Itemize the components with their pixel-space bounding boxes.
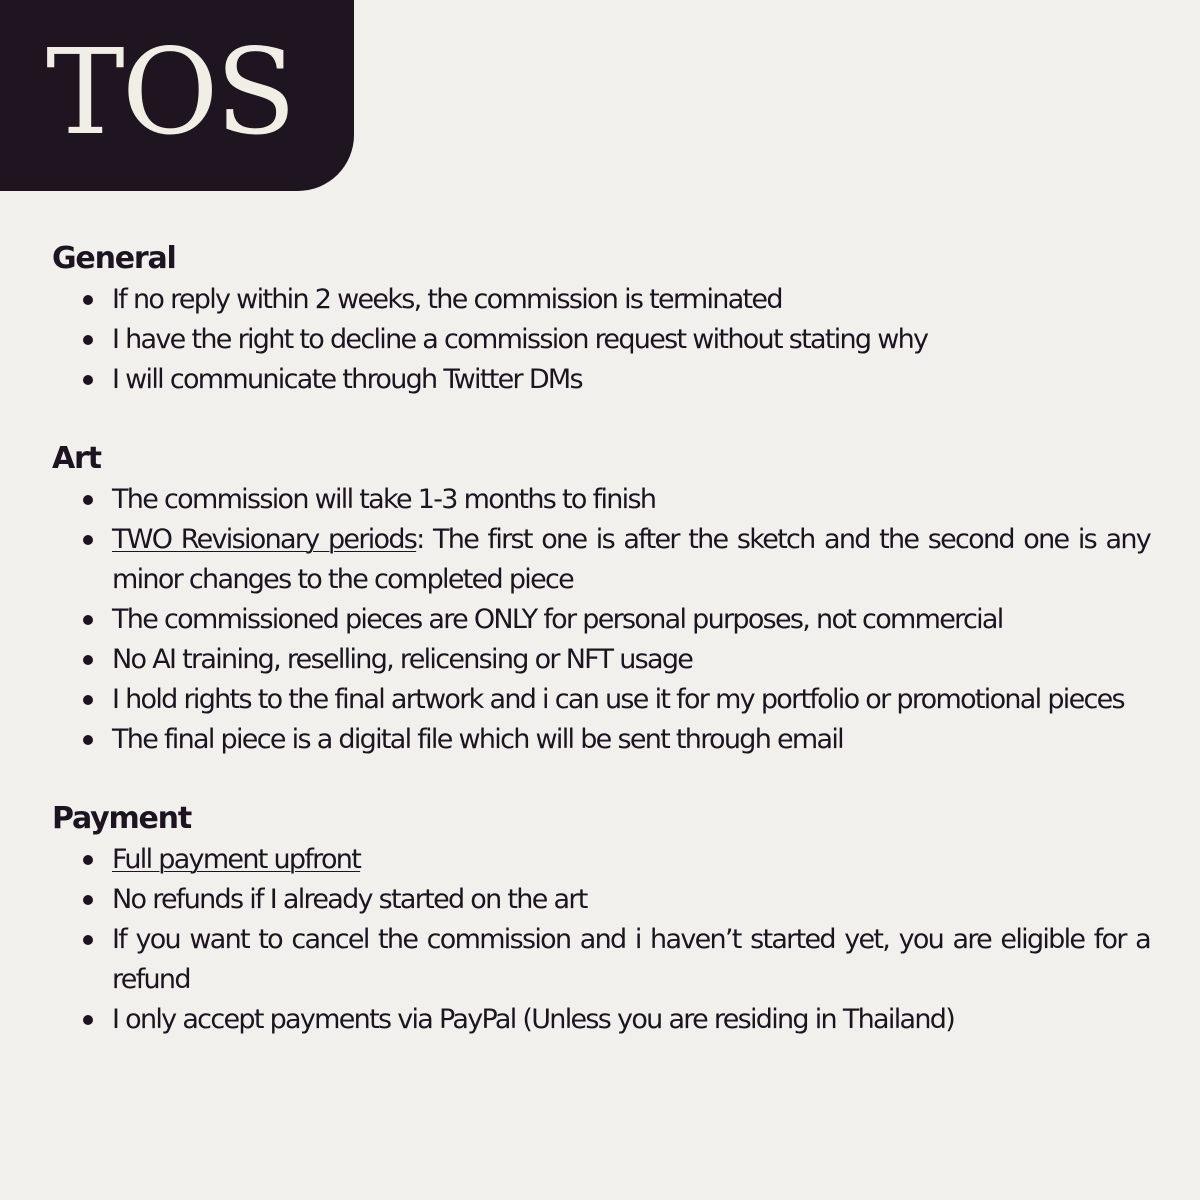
item-emphasis: TWO Revisionary periods: [112, 524, 417, 555]
title-banner: [0, 0, 354, 191]
item-text: If no reply within 2 weeks, the commission is terminated: [112, 284, 782, 315]
bullet-icon: [83, 855, 93, 865]
item-text: The final piece is a digital file which will be sent through email: [112, 724, 843, 755]
list-item: [112, 920, 1150, 1000]
list-item: [112, 320, 1150, 360]
bullet-icon: [83, 615, 93, 625]
item-text: I have the right to decline a commission request without stating why: [112, 324, 928, 355]
bullet-icon: [83, 295, 93, 305]
section-art: [52, 438, 1150, 760]
payment-list: [52, 840, 1150, 1040]
list-item: [112, 520, 1150, 600]
section-heading-general: General: [52, 241, 176, 276]
item-text: I hold rights to the final artwork and i can use it for my portfolio or promotional pieces: [112, 684, 1124, 715]
bullet-icon: [83, 535, 93, 545]
item-text: I will communicate through Twitter DMs: [112, 364, 582, 395]
bullet-icon: [83, 495, 93, 505]
list-item: [112, 1000, 1150, 1040]
bullet-icon: [83, 1015, 93, 1025]
list-item: [112, 880, 1150, 920]
bullet-icon: [83, 735, 93, 745]
item-text: If you want to cancel the commission and i haven’t started yet, you are eligible for a refund: [112, 924, 1150, 995]
item-text: I only accept payments via PayPal (Unless you are residing in Thailand): [112, 1004, 955, 1035]
item-text: The commissioned pieces are ONLY for personal purposes, not commercial: [112, 604, 1003, 635]
list-item: [112, 680, 1150, 720]
item-emphasis: Full payment upfront: [112, 844, 361, 875]
list-item: [112, 480, 1150, 520]
list-item: [112, 720, 1150, 760]
art-list: [52, 480, 1150, 760]
bullet-icon: [83, 695, 93, 705]
general-list: [52, 280, 1150, 400]
list-item: [112, 360, 1150, 400]
page-title: TOS: [46, 23, 294, 161]
section-heading-payment: Payment: [52, 801, 191, 836]
list-item: [112, 280, 1150, 320]
list-item: [112, 840, 1150, 880]
item-text: : The first one is after the sketch and the second one is any minor changes to the completed piece: [112, 524, 1151, 595]
bullet-icon: [83, 935, 93, 945]
item-text: The commission will take 1-3 months to finish: [112, 484, 656, 515]
bullet-icon: [83, 335, 93, 345]
list-item: [112, 600, 1150, 640]
list-item: [112, 640, 1150, 680]
item-text: No refunds if I already started on the art: [112, 884, 587, 915]
section-heading-art: Art: [52, 441, 101, 476]
section-general: [52, 238, 1150, 400]
item-text: No AI training, reselling, relicensing or NFT usage: [112, 644, 693, 675]
bullet-icon: [83, 895, 93, 905]
section-payment: [52, 798, 1150, 1040]
bullet-icon: [83, 655, 93, 665]
tos-content: [52, 238, 1150, 1078]
bullet-icon: [83, 375, 93, 385]
